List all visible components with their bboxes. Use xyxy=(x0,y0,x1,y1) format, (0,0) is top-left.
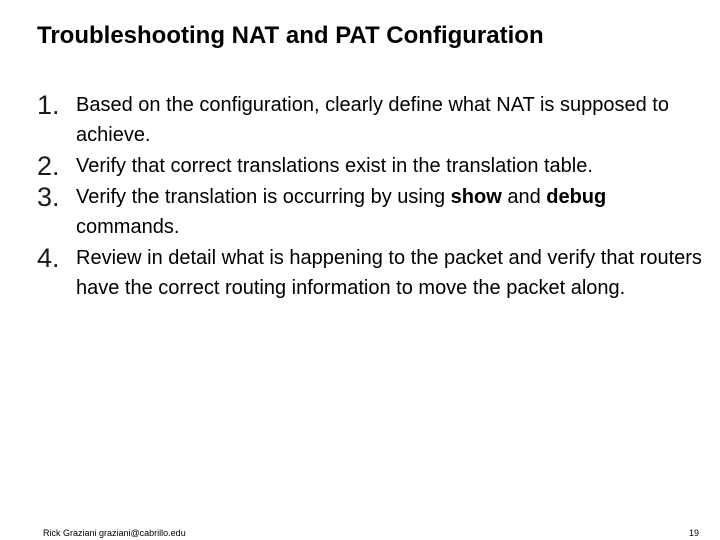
list-item xyxy=(37,151,707,181)
slide-title: Troubleshooting NAT and PAT Configuration xyxy=(37,22,544,49)
footer-author: Rick Graziani graziani@cabrillo.edu xyxy=(43,528,186,538)
list-item-text-mid: and xyxy=(501,186,547,208)
list-item-number: 2. xyxy=(37,151,60,181)
list-item xyxy=(37,90,707,150)
list-item-text: Verify that correct translations exist in the translation table. xyxy=(76,155,593,177)
list-item-text-after: commands. xyxy=(76,216,180,238)
page-number: 19 xyxy=(688,528,699,538)
debug-command: debug xyxy=(546,186,607,208)
list-item-number: 4. xyxy=(37,243,60,273)
numbered-list xyxy=(37,90,707,303)
list-item xyxy=(37,243,707,303)
list-item-number: 3. xyxy=(37,182,60,212)
list-item-text-before: Verify the translation is occurring by using xyxy=(76,186,451,208)
list-item-text: Review in detail what is happening to the packet and verify that routers have the correct routing information to move the packet along. xyxy=(76,247,702,299)
show-command: show xyxy=(450,186,502,208)
list-item xyxy=(37,182,707,242)
list-item-text: Based on the configuration, clearly define what NAT is supposed to achieve. xyxy=(76,94,669,146)
list-item-number: 1. xyxy=(37,90,60,120)
